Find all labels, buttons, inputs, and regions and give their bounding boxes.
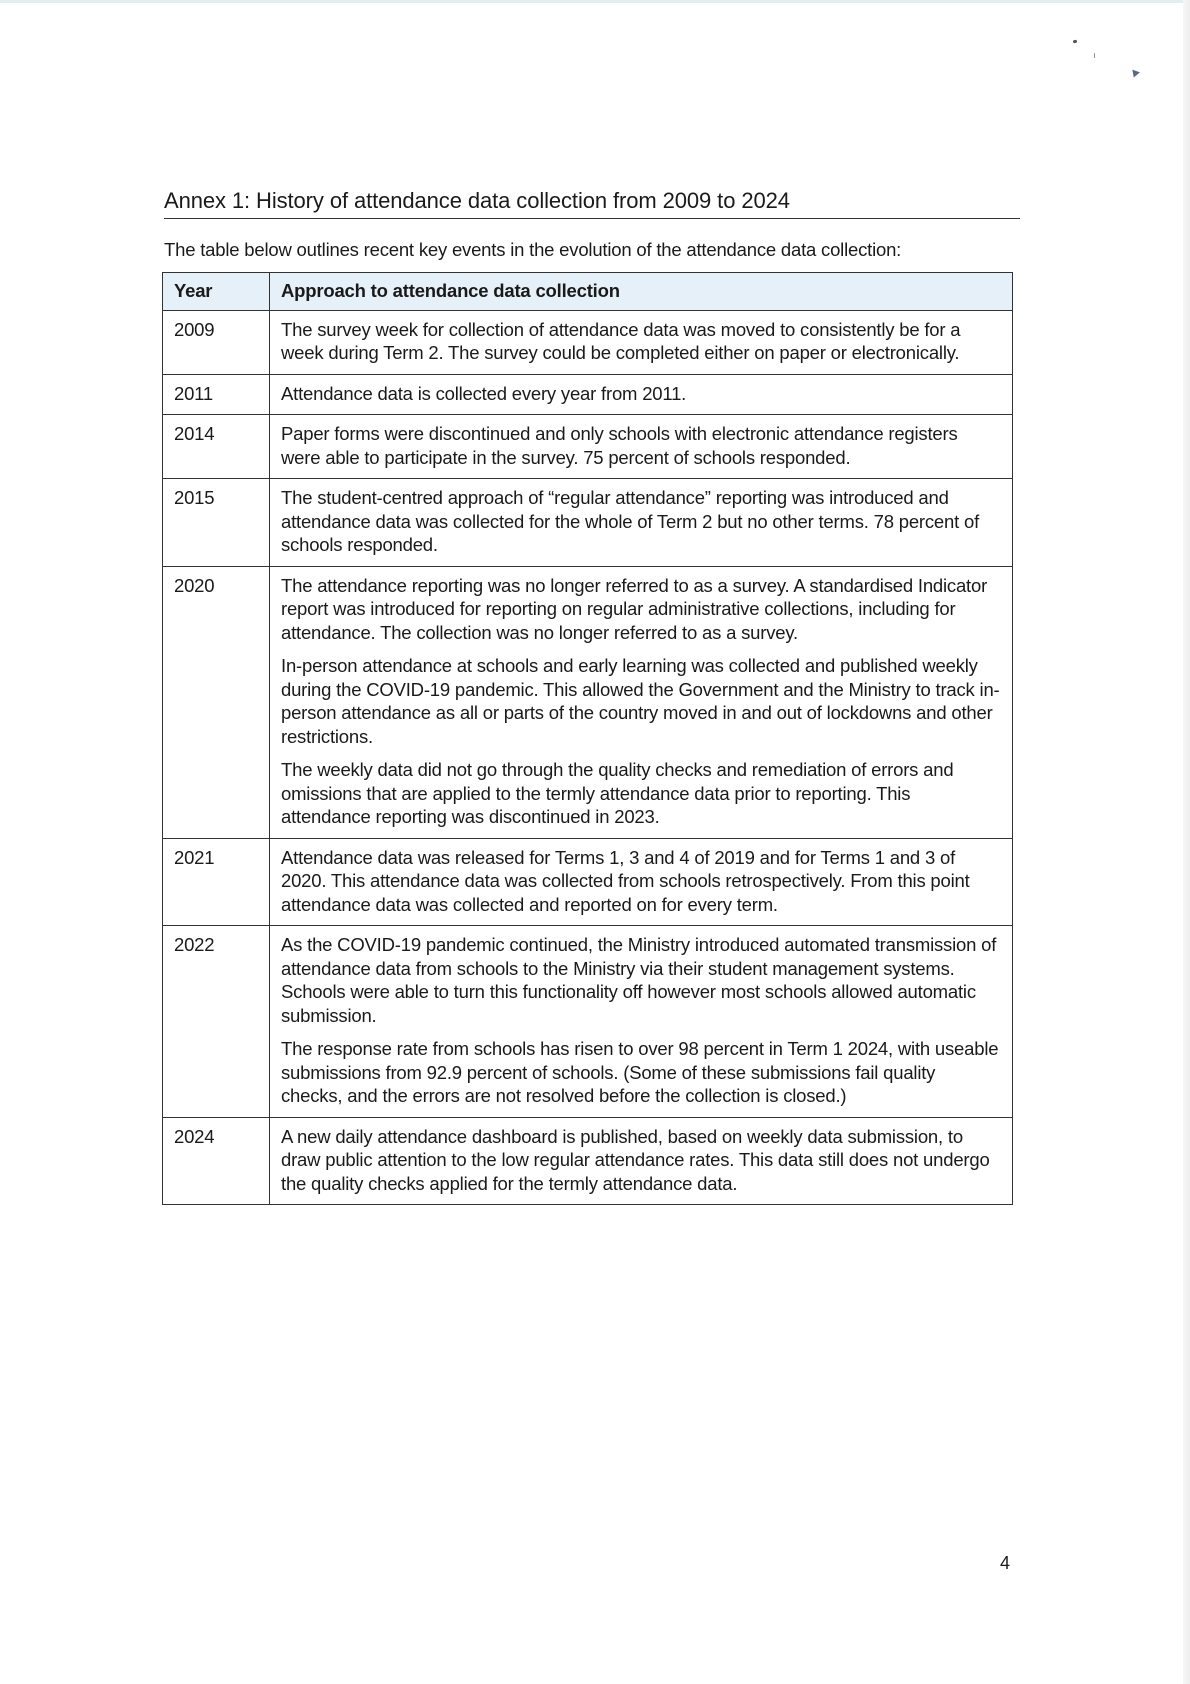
row-year: 2015 <box>163 479 270 567</box>
scan-artifact-arrow-icon <box>1132 68 1140 77</box>
row-approach-paragraph: Attendance data was released for Terms 1, 3 and 4 of 2019 and for Terms 1 and 3 of 2020. This attendance data was collected from schools retrospectively. From this point attendance data was collected and reported on for every term. <box>281 846 970 915</box>
row-approach-paragraph: Paper forms were discontinued and only schools with electronic attendance registers were able to participate in the survey. 75 percent of schools responded. <box>281 423 958 468</box>
row-approach-paragraph: Attendance data is collected every year from 2011. <box>281 382 687 404</box>
page-number: 4 <box>1000 1553 1011 1573</box>
table-body <box>163 310 1013 1205</box>
row-approach-paragraph: A new daily attendance dashboard is published, based on weekly data submission, to draw public attention to the low regular attendance rates. This data still does not undergo the quality checks applied for the termly attendance data. <box>281 1125 990 1194</box>
row-approach-paragraph: The survey week for collection of attendance data was moved to consistently be for a week during Term 2. The survey could be completed either on paper or electronically. <box>281 318 961 363</box>
intro-paragraph: The table below outlines recent key events in the evolution of the attendance data collection: <box>164 239 902 260</box>
attendance-history-table <box>162 272 1013 1205</box>
row-approach-paragraph: In-person attendance at schools and early learning was collected and published weekly during the COVID-19 pandemic. This allowed the Government and the Ministry to track in-person attendance as all or parts of the country moved in and out of lockdowns and other restrictions. <box>281 655 1000 747</box>
row-approach <box>270 566 1013 838</box>
row-approach <box>270 838 1013 926</box>
row-approach <box>270 926 1013 1118</box>
scan-edge-right <box>1183 0 1190 1684</box>
table-row <box>163 479 1013 567</box>
row-approach <box>270 1117 1013 1205</box>
scan-artifact-mark <box>1073 40 1078 44</box>
table-row <box>163 926 1013 1118</box>
row-year: 2020 <box>163 566 270 838</box>
table-row <box>163 374 1013 415</box>
annex-heading: Annex 1: History of attendance data collection from 2009 to 2024 <box>164 188 1020 219</box>
row-year: 2011 <box>163 374 270 415</box>
table-header-row <box>163 273 1013 311</box>
row-year: 2022 <box>163 926 270 1118</box>
scan-artifact-mark <box>1094 53 1095 58</box>
row-approach-paragraph: The response rate from schools has risen to over 98 percent in Term 1 2024, with useable submissions from 92.9 percent of schools. (Some of these submissions fail quality checks, and the errors are not resolved before the collection is closed.) <box>281 1038 999 1106</box>
table-row <box>163 838 1013 926</box>
table-row <box>163 415 1013 479</box>
row-approach <box>270 479 1013 567</box>
row-year: 2024 <box>163 1117 270 1205</box>
row-year: 2021 <box>163 838 270 926</box>
row-approach-paragraph: The student-centred approach of “regular attendance” reporting was introduced and attendance data was collected for the whole of Term 2 but no other terms. 78 percent of schools responded. <box>281 487 980 555</box>
scan-edge-top <box>0 0 1190 3</box>
header-year: Year <box>163 273 270 311</box>
row-approach-paragraph: The weekly data did not go through the quality checks and remediation of errors and omissions that are applied to the termly attendance data prior to reporting. This attendance reporting was discontinued in 2023. <box>281 759 954 827</box>
row-year: 2009 <box>163 310 270 374</box>
table-row <box>163 1117 1013 1205</box>
table-row <box>163 566 1013 838</box>
table-row <box>163 310 1013 374</box>
row-approach <box>270 310 1013 374</box>
row-approach-paragraph: As the COVID-19 pandemic continued, the Ministry introduced automated transmission of attendance data from schools to the Ministry via their student management systems. Schools were able to turn this functionality off however most schools allowed automatic submission. <box>281 934 997 1026</box>
header-approach: Approach to attendance data collection <box>270 273 1013 311</box>
row-approach <box>270 374 1013 415</box>
row-approach <box>270 415 1013 479</box>
row-approach-paragraph: The attendance reporting was no longer referred to as a survey. A standardised Indicator report was introduced for reporting on regular administrative collections, including for attendance. The collection was no longer referred to as a survey. <box>281 574 988 643</box>
row-year: 2014 <box>163 415 270 479</box>
